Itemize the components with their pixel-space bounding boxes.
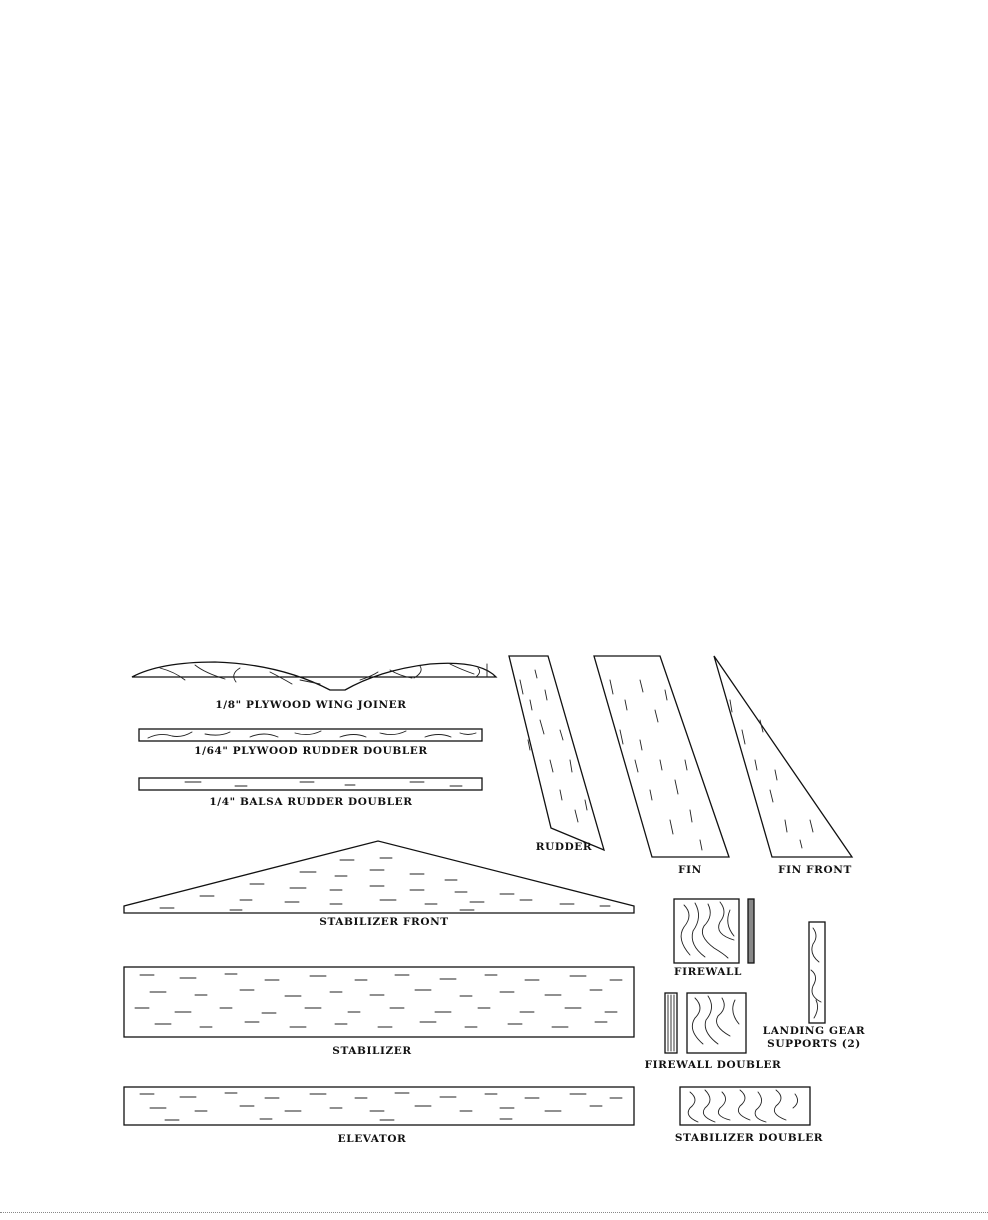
rudder-part	[509, 656, 604, 850]
landing-gear-supports-part	[809, 922, 825, 1023]
fin-label: FIN	[678, 864, 702, 876]
bottom-edge-line	[0, 1212, 988, 1213]
ply-rudder-doubler-label: 1/64" PLYWOOD RUDDER DOUBLER	[194, 745, 428, 757]
ply-rudder-doubler-part	[139, 729, 482, 741]
stabilizer-doubler-part	[680, 1087, 810, 1125]
fin-front-part	[714, 656, 852, 857]
elevator-part	[124, 1087, 634, 1125]
stabilizer-doubler-label: STABILIZER DOUBLER	[674, 1132, 824, 1144]
fin-front-label: FIN FRONT	[778, 864, 852, 876]
firewall-part	[674, 899, 754, 963]
stabilizer-label: STABILIZER	[332, 1045, 412, 1057]
wing-joiner-part	[132, 662, 496, 690]
fin-part	[594, 656, 729, 857]
wing-joiner-label: 1/8" PLYWOOD WING JOINER	[215, 699, 407, 711]
stabilizer-front-label: STABILIZER FRONT	[319, 916, 449, 928]
stabilizer-part	[124, 967, 634, 1037]
firewall-doubler-part	[665, 993, 746, 1053]
firewall-doubler-label: FIREWALL DOUBLER	[644, 1059, 782, 1071]
rudder-label: RUDDER	[535, 841, 593, 853]
balsa-rudder-doubler-part	[139, 778, 482, 790]
balsa-rudder-doubler-label: 1/4" BALSA RUDDER DOUBLER	[209, 796, 413, 808]
landing-gear-label-line2: SUPPORTS (2)	[767, 1038, 861, 1050]
firewall-label: FIREWALL	[674, 966, 742, 978]
elevator-label: ELEVATOR	[337, 1133, 407, 1145]
landing-gear-label-line1: LANDING GEAR	[762, 1025, 866, 1037]
